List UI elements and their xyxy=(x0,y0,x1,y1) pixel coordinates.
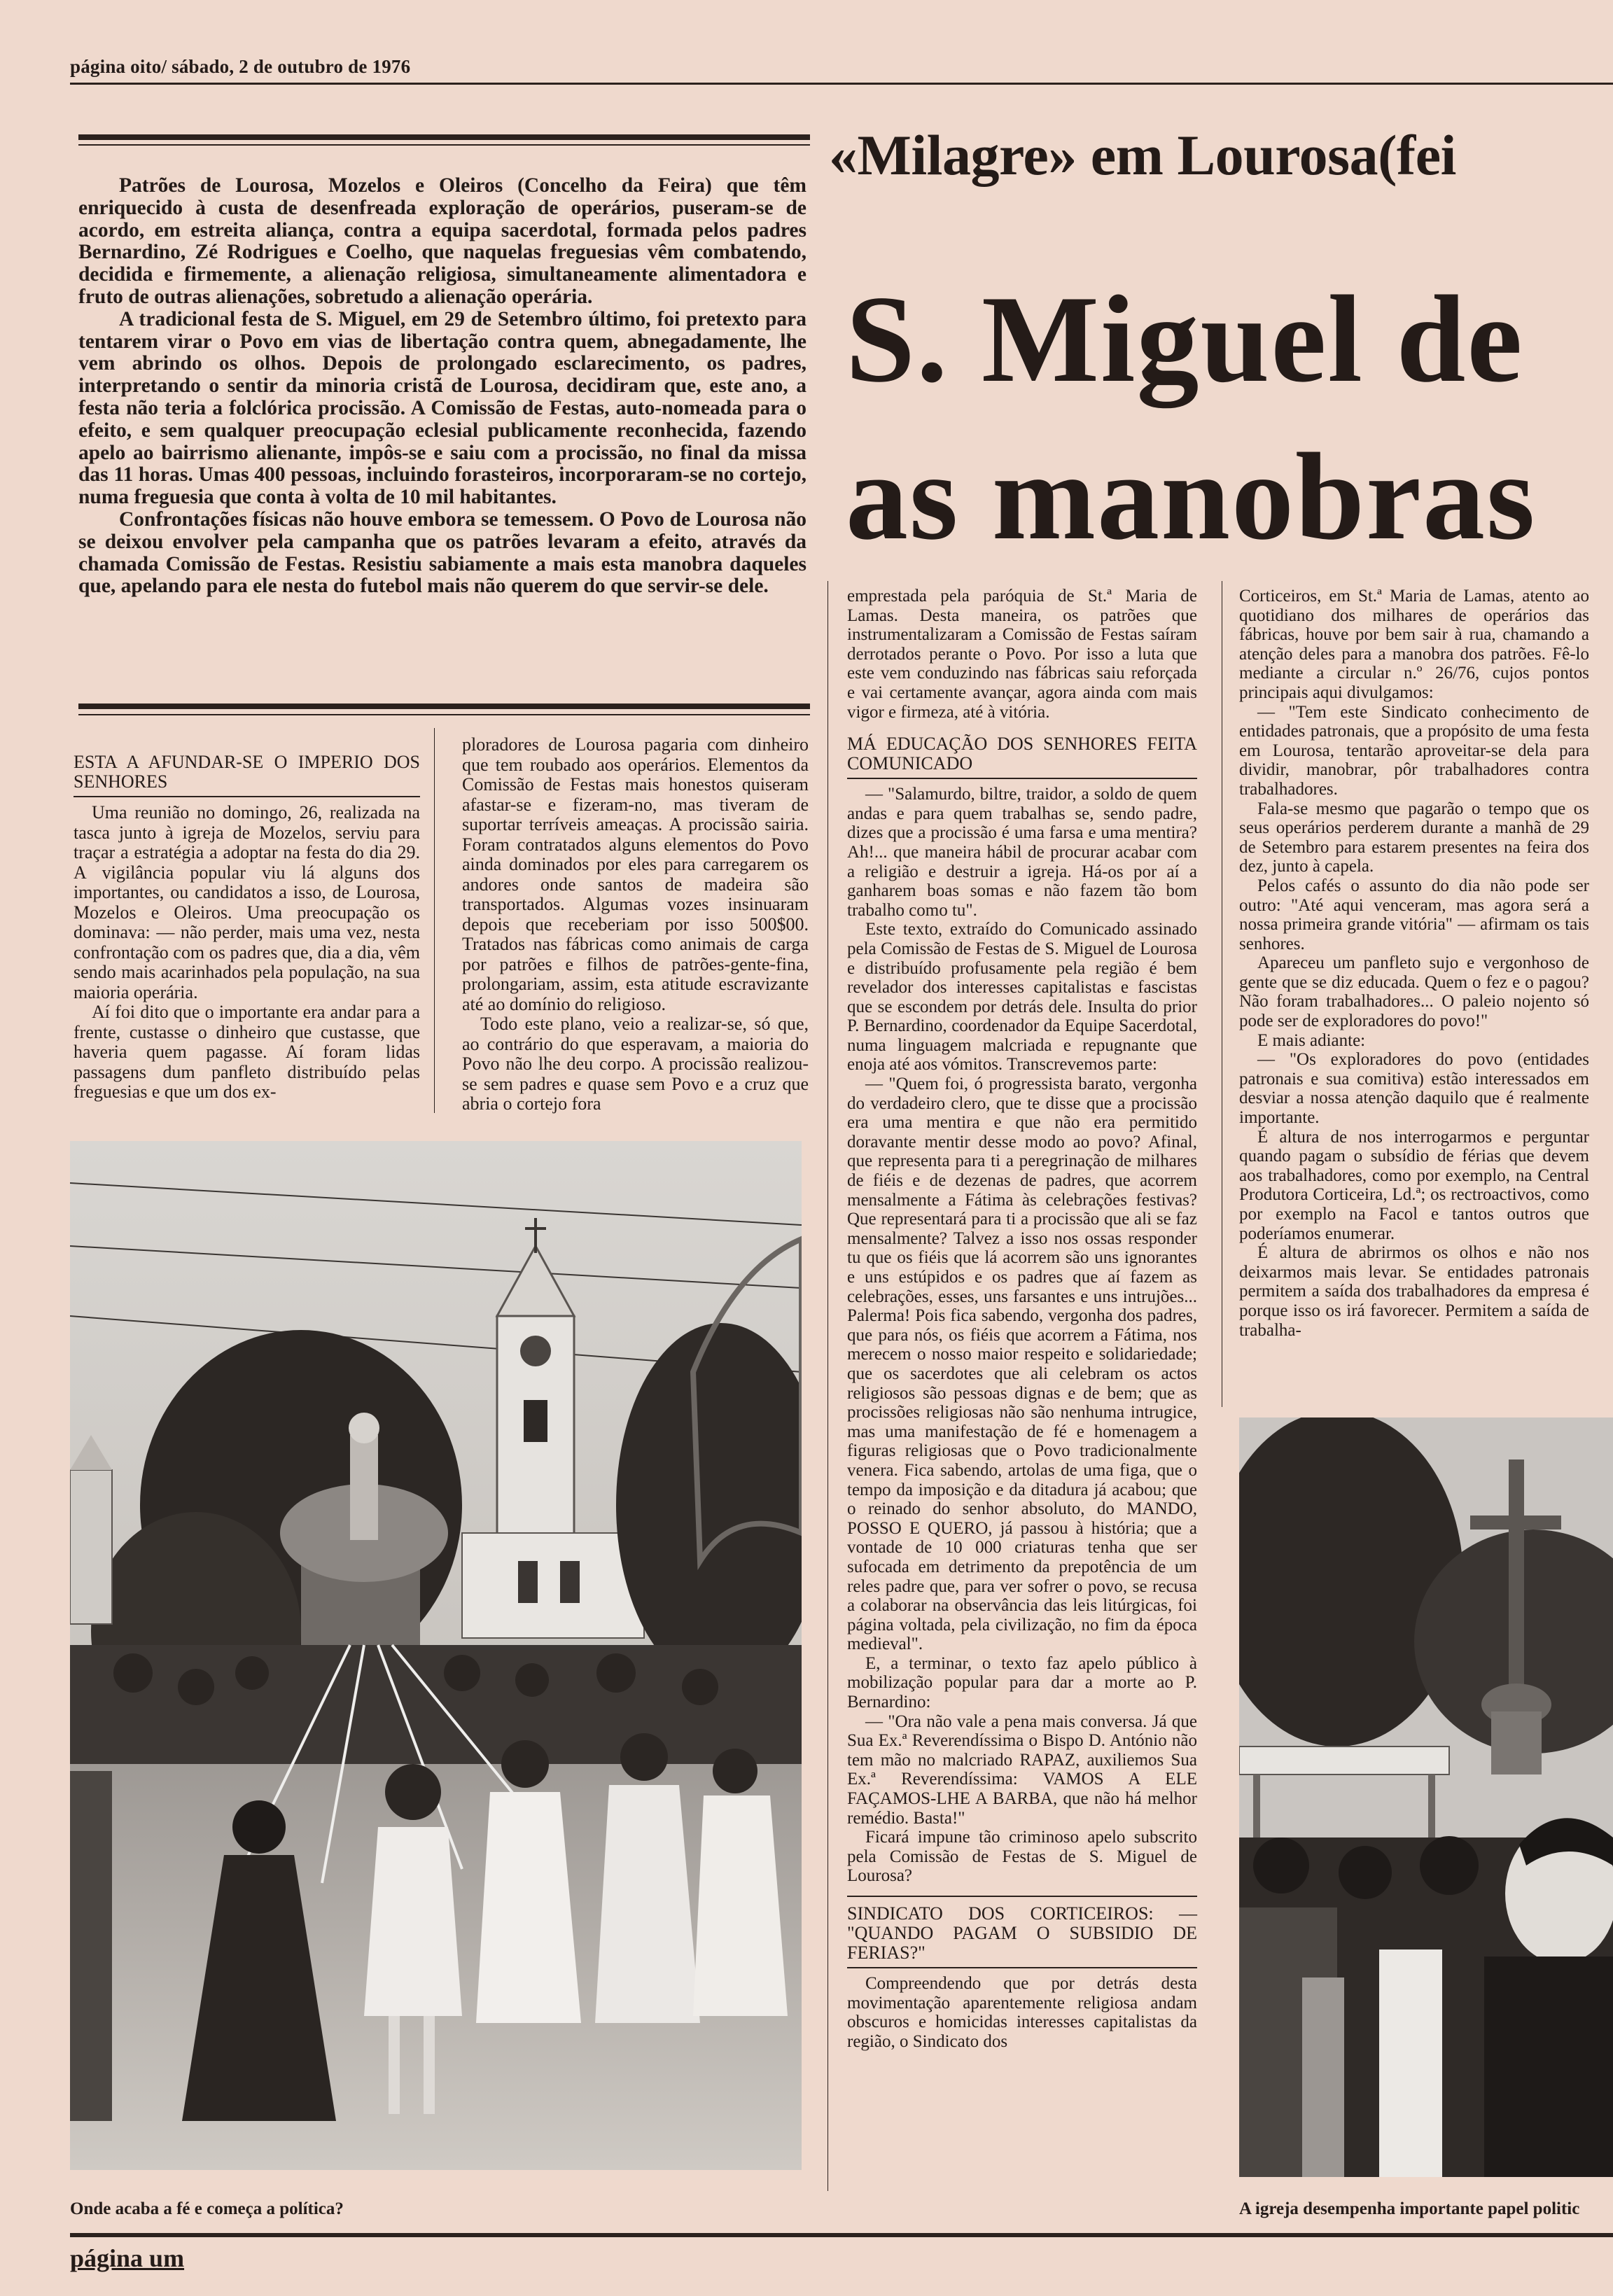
column-2 xyxy=(462,735,809,1114)
lead-top-rule-thin xyxy=(78,144,810,146)
column-paragraph: — "Tem este Sindicato conhecimento de entidades patronais, que a propósito de uma festa em Lourosa, tentarão aproveitar-se dela para dividir, manobrar, pôr trabalhadores contra trabalhadores. xyxy=(1239,702,1589,799)
column-gutter-rule xyxy=(434,728,435,1113)
column-paragraph: E, a terminar, o texto faz apelo público à mobilização popular para dar a morte ao P. Bernardino: xyxy=(847,1653,1197,1712)
lead-top-rule xyxy=(78,134,810,140)
headline-line-2: as manobras xyxy=(846,427,1537,566)
column-paragraph: — "Ora não vale a pena mais conversa. Já que Sua Ex.ª Reverendíssima o Bispo D. António não tem mão no malcriado RAPAZ, auxiliemos Sua Ex.ª Reverendíssima: VAMOS A ELE FAÇAMOS-LHE A BARBA, que não há melhor remédio. Basta!" xyxy=(847,1712,1197,1828)
bottom-rule xyxy=(70,2233,1613,2237)
column-paragraph: Compreendendo que por detrás desta movimentação aparentemente religiosa andam obscuros e homicidas interesses capitalistas da região, o Sindicato dos xyxy=(847,1974,1197,2051)
column-paragraph: É altura de nos interrogarmos e perguntar quando pagam o subsídio de férias que devem aos trabalhadores, como por exemplo, na Central Produtora Corticeira, Ld.ª; os rectroactivos, como por exemplo na Facol e tantos outros que poderíamos enumerar. xyxy=(1239,1127,1589,1243)
column-3 xyxy=(847,587,1197,2051)
column-paragraph: ploradores de Lourosa pagaria com dinheiro que tem roubado aos operários. Elementos da Comissão de Festas mais honestos quiseram afastar-se e fizeram-no, mas tiveram de suportar terríveis ameaças. A procissão sairia. Foram contratados alguns elementos do Povo ainda dominados por eles para carregarem os andores onde santos de madeira são transportados. Algumas vozes insinuaram depois que receberiam por isso 500$00. Tratados nas fábricas como animais de carga por patrões e filhos de patrões-gente-fina, prolongariam, assim, esta atitude escravizante até ao domínio do religioso. xyxy=(462,734,809,1014)
lead-bottom-rule-thin xyxy=(78,714,810,715)
procession-photo xyxy=(70,1141,802,2170)
column-paragraph: Este texto, extraído do Comunicado assinado pela Comissão de Festas de S. Miguel de Lourosa e distribuído profusamente pela região é bem revelador dos interesses capitalistas e fascistas que se escondem por detrás dele. Insulta do prior P. Bernardino, coordenador da Equipe Sacerdotal, numa linguagem malcriada e repugnante que enoja até aos vómitos. Transcrevemos parte: xyxy=(847,920,1197,1074)
crowd-cross-photo xyxy=(1239,1418,1613,2177)
procession-photo-art xyxy=(70,1141,802,2170)
page-header: página oito/ sábado, 2 de outubro de 1976 xyxy=(70,56,411,77)
lead-bottom-rule xyxy=(78,704,810,709)
footer-page-mark: página um xyxy=(70,2244,185,2272)
column-paragraph: — "Os exploradores do povo (entidades patronais e sua comitiva) estão interessados em desviar a nossa atenção daquilo que é realmente importante. xyxy=(1239,1050,1589,1128)
column-paragraph: Apareceu um panfleto sujo e vergonhoso de gente que se diz educada. Quem o fez e o pagou? Não foram trabalhadores... O paleio nojento só pode ser de exploradores do povo!" xyxy=(1239,953,1589,1031)
lead-paragraph: A tradicional festa de S. Miguel, em 29 de Setembro último, foi pretexto para tentarem virar o Povo em vias de libertação contra quem, abnegadamente, lhe vem abrindo os olhos. Depois de prolongado esclarecimento, os padres, interpretando o sentir da minoria cristã de Lourosa, decidiram que, este ano, a festa não teria a folclórica procissão. A Comissão de Festas, auto-nomeada para o efeito, e sem qualquer preocupação eclesial publicamente reconhecida, fazendo apelo ao bairrismo alienante, impôs-se e saiu com a procissão, no final da missa das 11 horas. Umas 400 pessoas, incluindo forasteiros, incorporaram-se no cortejo, numa freguesia que conta à volta de 10 mil habitantes. xyxy=(78,307,806,509)
column-paragraph: Ficará impune tão criminoso apelo subscrito pela Comissão de Festas de S. Miguel de Lourosa? xyxy=(847,1828,1197,1886)
headline-line-1: S. Miguel de xyxy=(846,270,1524,408)
column-paragraph: E mais adiante: xyxy=(1257,1030,1366,1050)
column-paragraph: — "Quem foi, ó progressista barato, vergonha do verdadeiro clero, que te disse que a procissão era uma mentira e que não era permitido doravante mentir desse modo ao povo? Afinal, que representa para ti a peregrinação de milhares de fiéis e de dezenas de padres, que acorrem mensalmente a Fátima às celebrações festivas? Que representará para ti a procissão que ali se faz mensalmente? Talvez a isso nos ossas responder tu que os fiéis que lá acorrem são uns ignorantes e uns estúpidos e os padres que aí fazem as celebrações, esses, uns farsantes e uns intrujões... Palerma! Pois fica sabendo, vergonha dos padres, que para nós, os fiéis que acorrem a Fátima, nos merecem o nosso maior respeito e solidariedade; que os sacerdotes que ali celebram os actos religiosos são pessoas dignas e de bem; que as procissões religiosas não são nenhuma intrugice, mas uma manifestação de fé e homenagem a figuras religiosas que o Povo tradicionalmente venera. Fica sabendo, artolas de uma figa, que o tempo da imposição e da ditadura já acabou; que o reinado do senhor absoluto, do MANDO, POSSO E QUERO, já passou à história; que a vontade de 10 000 criaturas tenha que ser sufocada em detrimento da prepotência de um reles padre que, para ver sofrer o povo, se recusa a colaborar na observância das leis litúrgicas, foi página voltada, pela civilização, no fim da época medieval". xyxy=(847,1074,1197,1654)
column-paragraph: É altura de abrirmos os olhos e não nos deixarmos mais levar. Se entidades patronais permitem a saída dos trabalhadores da empresa é porque isso os irá favorecer. Permitem a saída de trabalha- xyxy=(1239,1243,1589,1340)
column-paragraph: Pelos cafés o assunto do dia não pode ser outro: "Até aqui venceram, mas agora será a nossa primeira grande vitória" — afirmam os tais senhores. xyxy=(1239,876,1589,953)
lead-paragraph: Confrontações físicas não houve embora se temessem. O Povo de Lourosa não se deixou envolver pela campanha que os patrões levaram a efeito, através da chamada Comissão de Festas. Resistiu sabiamente a mais esta manobra daqueles que, apelando para ele nesta do futebol mais não querem do que servir-se dele. xyxy=(78,507,806,598)
column-paragraph: — "Salamurdo, biltre, traidor, a soldo de quem andas e para quem trabalhas se, sendo padre, dizes que a procissão é uma farsa e uma mentira? Ah!... que maneira hábil de procurar acabar com a religião e destruir a igreja. Há-os por aí a ganharem boas somas e não fazem tão bom trabalho como tu". xyxy=(847,785,1197,920)
crowd-cross-photo-art xyxy=(1239,1418,1613,2177)
column-paragraph: Aí foi dito que o importante era andar para a frente, custasse o dinheiro que custasse, que haveria quem pagasse. Aí foram lidas passagens dum panfleto distribuído pelas freguesias e que um dos ex- xyxy=(74,1002,420,1102)
subhead-imperio: ESTA A AFUNDAR-SE O IMPERIO DOS SENHORES xyxy=(74,752,420,797)
lead-article xyxy=(78,175,806,598)
subhead-sindicato: SINDICATO DOS CORTICEIROS: — "QUANDO PAGAM O SUBSIDIO DE FERIAS?" xyxy=(847,1904,1197,1968)
top-rule xyxy=(70,83,1613,85)
column-paragraph: Uma reunião no domingo, 26, realizada na tasca junto à igreja de Mozelos, serviu para traçar a estratégia a adoptar na festa do dia 29. A vigilância popular viu lá alguns dos importantes, ou candidatos a isso, de Lourosa, Mozelos e Oleiros. Uma preocupação os dominava: — não perder, mais uma vez, nesta confrontação com os padres que, dia a dia, vêm sendo mais acarinhados pela população, na sua maioria operária. xyxy=(74,802,420,1002)
column-paragraph: Corticeiros, em St.ª Maria de Lamas, atento ao quotidiano dos milhares de operários das fábricas, houve por bem sair à rua, chamando a atenção deles para a manobra dos patrões. Fê-lo mediante a circular n.º 26/76, cujos pontos principais aqui divulgamos: xyxy=(1239,587,1589,702)
left-photo-caption: Onde acaba a fé e começa a política? xyxy=(70,2199,344,2218)
right-photo-caption: A igreja desempenha importante papel politic xyxy=(1239,2199,1580,2218)
column-1 xyxy=(74,752,420,1102)
column-paragraph: emprestada pela paróquia de St.ª Maria de Lamas. Desta maneira, os patrões que instrumentalizaram a Comissão de Festas saíram derrotados perante o Povo. Por isso a luta que este vem conduzindo nas fábricas saiu reforçada e vai certamente avançar, agora ainda com mais vigor e firmeza, até à vitória. xyxy=(847,587,1197,722)
headline-kicker: «Milagre» em Lourosa(fei xyxy=(829,123,1456,187)
lead-paragraph: Patrões de Lourosa, Mozelos e Oleiros (Concelho da Feira) que têm enriquecido à custa de desenfreada exploração de operários, puseram-se de acordo, em estreita aliança, contra a equipa sacerdotal, formada pelos padres Bernardino, Zé Rodrigues e Coelho, que naquelas freguesias vêm combatendo, decidida e firmemente, a alienação religiosa, simultaneamente alimentadora e fruto de outras alienações, sobretudo a alienação operária. xyxy=(78,174,806,308)
subhead-ma-educacao: MÁ EDUCAÇÃO DOS SENHORES FEITA COMUNICADO xyxy=(847,734,1197,779)
column-4 xyxy=(1239,587,1589,1340)
column-paragraph: Todo este plano, veio a realizar-se, só que, ao contrário do que esperavam, a maioria do Povo não lhe deu corpo. A procissão realizou-se sem padres e quase sem Povo e a cruz que abria o cortejo fora xyxy=(462,1014,809,1114)
column-paragraph: Fala-se mesmo que pagarão o tempo que os seus operários perderem durante a manhã de 29 de Setembro para estarem presentes na feira dos dez, junto à capela. xyxy=(1239,799,1589,876)
